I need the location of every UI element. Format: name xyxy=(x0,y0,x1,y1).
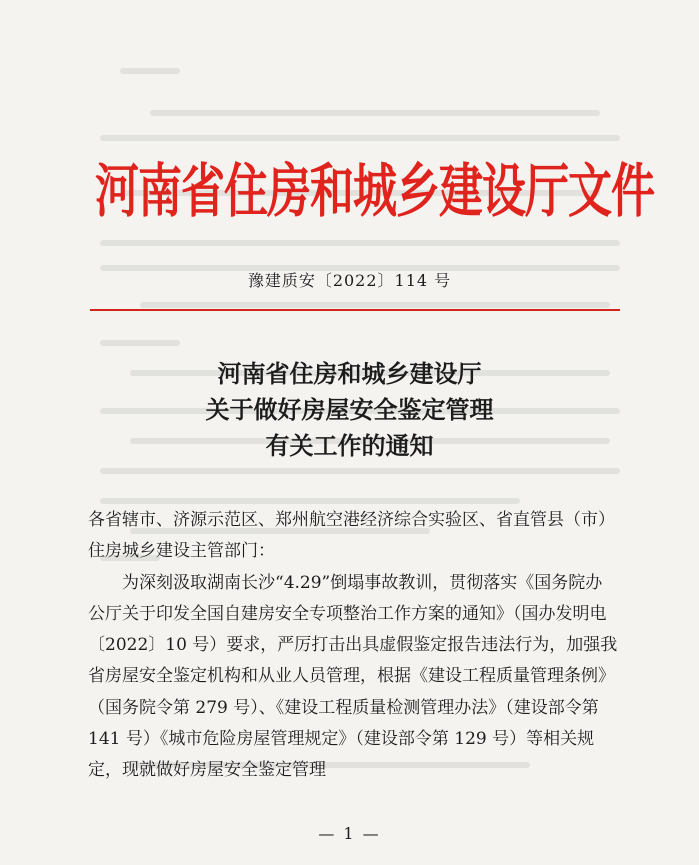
addressee: 各省辖市、济源示范区、郑州航空港经济综合实验区、省直管县（市）住房城乡建设主管部门： xyxy=(88,510,615,562)
page-number: — 1 — xyxy=(318,824,381,843)
title-line-3: 有关工作的通知 xyxy=(265,431,434,460)
notice-body xyxy=(88,505,618,787)
body-paragraph: 为深刻汲取湖南长沙“4.29”倒塌事故教训，贯彻落实《国务院办公厅关于印发全国自建房安全专项整治工作方案的通知》（国办发明电〔2022〕10 号）要求，严厉打击出具虚假鉴定报告违法行为，加强我省房屋安全鉴定机构和从业人员管理，根据《建设工程质量管理条例》（国务院令第 279 号）、《建设工程质量检测管理办法》（建设部令第 141 号）《城市危险房屋管理规定》（建设部令第 129 号）等相关规定，现就做好房屋安全鉴定管理 xyxy=(88,572,618,781)
notice-title xyxy=(0,356,699,464)
title-line-2: 关于做好房屋安全鉴定管理 xyxy=(205,395,494,424)
red-separator-line xyxy=(90,309,620,311)
document-number: 豫建质安〔2022〕114 号 xyxy=(247,271,452,290)
title-line-1: 河南省住房和城乡建设厅 xyxy=(217,359,482,388)
issuer-heading: 河南省住房和城乡建设厅文件 xyxy=(95,158,654,226)
